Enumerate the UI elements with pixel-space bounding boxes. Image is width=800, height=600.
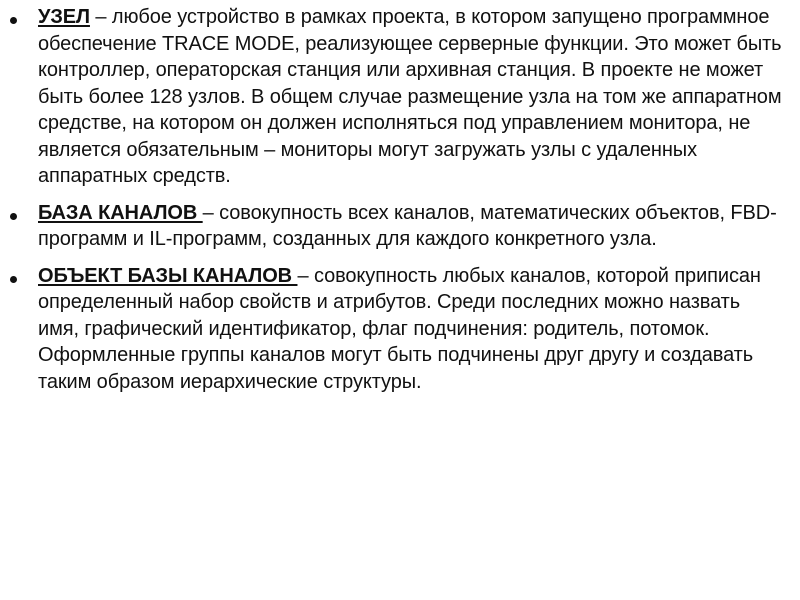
list-item-channel-base bbox=[8, 200, 786, 253]
bullet-icon bbox=[10, 276, 17, 283]
item-text bbox=[38, 200, 786, 253]
definition-channel-base: – совокупность всех каналов, математических объектов, FBD-программ и IL-программ, созданных для каждого конкретного узла. bbox=[38, 201, 777, 250]
item-text bbox=[38, 263, 786, 396]
definition-channel-base-object: – совокупность любых каналов, которой приписан определенный набор свойств и атрибутов. Среди последних можно назвать имя, графический идентификатор, флаг подчинения: родитель, потомок. Оформленные группы каналов могут быть подчинены друг другу и создавать таким образом иерархические структуры. bbox=[38, 264, 761, 393]
item-text bbox=[38, 4, 786, 190]
term-channel-base: БАЗА КАНАЛОВ bbox=[38, 201, 203, 224]
list-item-channel-base-object bbox=[8, 263, 786, 396]
definition-list bbox=[8, 4, 786, 395]
bullet-icon bbox=[10, 17, 17, 24]
bullet-icon bbox=[10, 213, 17, 220]
term-channel-base-object: ОБЪЕКТ БАЗЫ КАНАЛОВ bbox=[38, 264, 298, 287]
list-item-node bbox=[8, 4, 786, 190]
term-node: УЗЕЛ bbox=[38, 6, 90, 28]
definition-node: – любое устройство в рамках проекта, в котором запущено программное обеспечение TRACE MODE, реализующее серверные функции. Это может быть контроллер, операторская станция или архивная станция. В проекте не может быть более 128 узлов. В общем случае размещение узла на том же аппаратном средстве, на котором он должен исполняться под управлением монитора, не является обязательным – мониторы могут загружать узлы с удаленных аппаратных средств. bbox=[38, 6, 782, 187]
